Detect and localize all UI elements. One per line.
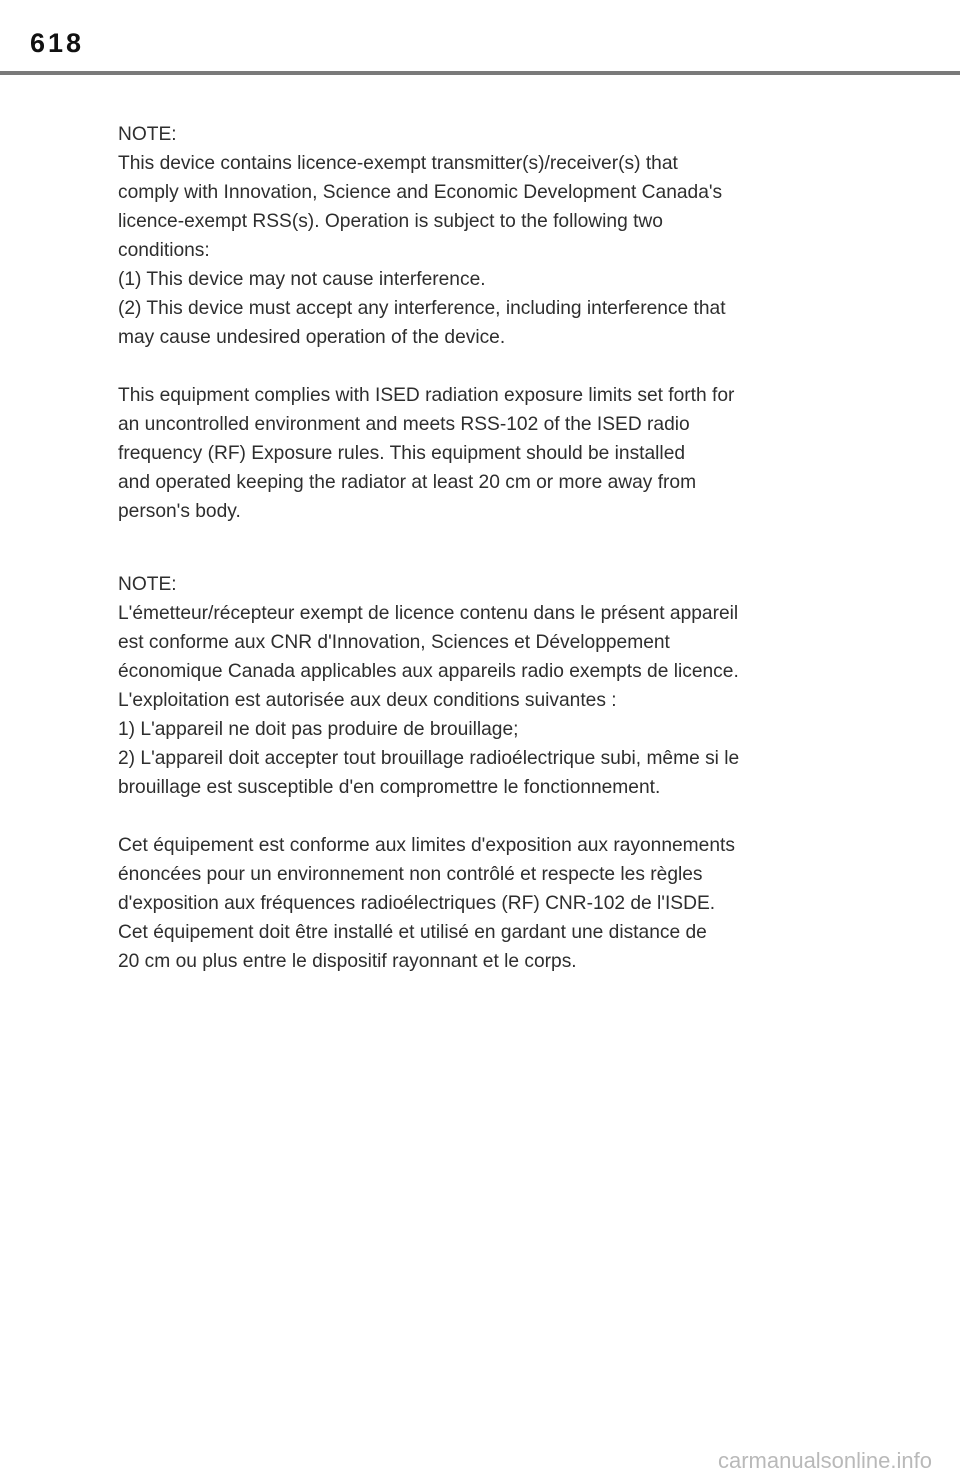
page-header (0, 0, 960, 76)
english-notice (118, 120, 848, 526)
document-body (118, 120, 848, 972)
english-exposure-line: This equipment complies with ISED radiation exposure limits set forth for (118, 385, 735, 406)
french-exposure-line: Cet équipement doit être installé et utilisé en gardant une distance de (118, 922, 707, 943)
english-exposure-line: frequency (RF) Exposure rules. This equipment should be installed (118, 443, 686, 464)
french-note-line: 2) L'appareil doit accepter tout brouillage radioélectrique subi, même si le (118, 748, 740, 769)
french-note-line: L'émetteur/récepteur exempt de licence contenu dans le présent appareil (118, 603, 739, 624)
french-exposure-line: énoncées pour un environnement non contrôlé et respecte les règles (118, 864, 703, 885)
french-exposure-line: d'exposition aux fréquences radioélectriques (RF) CNR-102 de l'ISDE. (118, 893, 716, 914)
english-note-line: comply with Innovation, Science and Economic Development Canada's (118, 182, 723, 203)
french-note-line: brouillage est susceptible d'en compromettre le fonctionnement. (118, 777, 661, 798)
french-notice (118, 570, 848, 976)
french-note-line: 1) L'appareil ne doit pas produire de brouillage; (118, 719, 519, 740)
english-note-line: licence-exempt RSS(s). Operation is subject to the following two (118, 211, 663, 232)
english-note-line: This device contains licence-exempt transmitter(s)/receiver(s) that (118, 153, 678, 174)
english-note-line: conditions: (118, 240, 210, 261)
french-exposure-line: Cet équipement est conforme aux limites d'exposition aux rayonnements (118, 835, 735, 856)
english-exposure-line: person's body. (118, 501, 241, 522)
french-note-line: est conforme aux CNR d'Innovation, Sciences et Développement (118, 632, 670, 653)
english-note-line: (1) This device may not cause interference. (118, 269, 486, 290)
english-exposure-line: and operated keeping the radiator at least 20 cm or more away from (118, 472, 697, 493)
english-exposure-line: an uncontrolled environment and meets RSS-102 of the ISED radio (118, 414, 690, 435)
english-note-line: (2) This device must accept any interference, including interference that (118, 298, 726, 319)
page-number: 618 (30, 28, 85, 58)
header-rule (0, 71, 960, 75)
french-note-label: NOTE: (118, 574, 177, 595)
french-note-line: L'exploitation est autorisée aux deux conditions suivantes : (118, 690, 617, 711)
french-exposure-line: 20 cm ou plus entre le dispositif rayonnant et le corps. (118, 951, 577, 972)
english-note-label: NOTE: (118, 124, 177, 145)
english-note-line: may cause undesired operation of the device. (118, 327, 506, 348)
footer-watermark[interactable]: carmanualsonline.info (717, 1448, 932, 1473)
french-note-line: économique Canada applicables aux appareils radio exempts de licence. (118, 661, 739, 682)
